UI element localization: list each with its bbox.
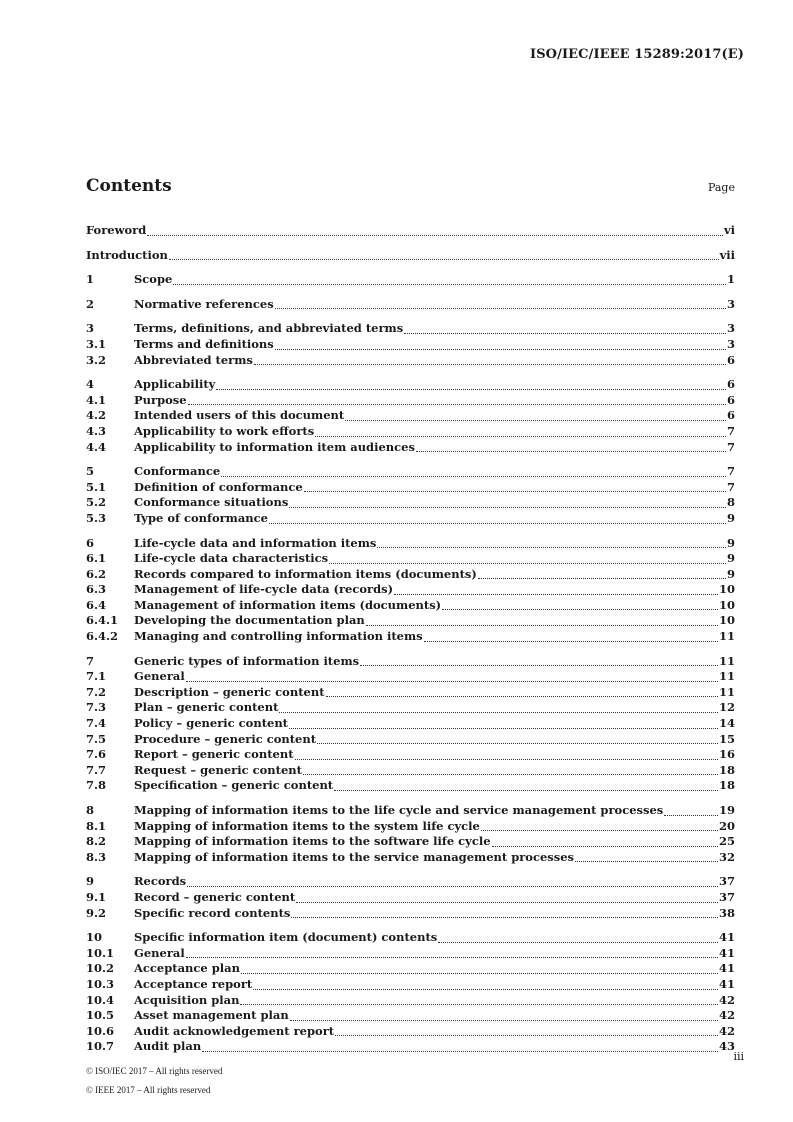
- toc-entry-page: 42: [718, 992, 735, 1007]
- toc-entry-title: Mapping of information items to the software life cycle: [134, 834, 491, 849]
- toc-entry-page: vii: [719, 247, 735, 262]
- toc-entry-title: Procedure – generic content: [134, 731, 317, 746]
- toc-entry-page: 6: [726, 352, 735, 367]
- toc-entry[interactable]: [86, 1024, 735, 1040]
- toc-entry-title: Acceptance report: [134, 976, 253, 991]
- toc-entry-number: 10: [86, 930, 103, 945]
- toc-entry-number: 10.5: [86, 1008, 115, 1023]
- toc-entry-number: 2: [86, 296, 95, 311]
- toc-entry-title: Introduction: [86, 247, 168, 262]
- dot-leader: [438, 941, 718, 943]
- toc-entry-title: Life-cycle data characteristics: [134, 551, 329, 566]
- dot-leader: [202, 1050, 718, 1052]
- toc-entry[interactable]: [86, 480, 735, 496]
- dot-leader: [404, 332, 726, 334]
- toc-entry-page: 19: [718, 803, 735, 817]
- toc-entry-number: 10.2: [86, 961, 115, 976]
- toc-entry[interactable]: [86, 377, 735, 393]
- toc-entry-number: 6.1: [86, 551, 107, 566]
- dot-leader: [275, 348, 726, 350]
- dot-leader: [289, 727, 718, 729]
- toc-entry-page: 6: [726, 408, 735, 423]
- toc-entry-page: 8: [726, 495, 735, 510]
- toc-entry[interactable]: [86, 495, 735, 511]
- dot-leader: [173, 283, 726, 285]
- toc-entry-number: 5.1: [86, 479, 107, 494]
- dot-leader: [360, 664, 718, 666]
- toc-entry-title: Management of life-cycle data (records): [134, 582, 394, 597]
- toc-entry-title: Audit plan: [134, 1039, 202, 1054]
- toc-entry-page: 7: [726, 464, 735, 479]
- toc-entry[interactable]: [86, 629, 735, 645]
- toc-entry[interactable]: [86, 654, 735, 670]
- toc-entry-title: Specific record contents: [134, 905, 291, 920]
- toc-entry-number: 8.3: [86, 849, 107, 864]
- toc-entry-page: 7: [726, 479, 735, 494]
- toc-entry-title: Terms and definitions: [134, 336, 274, 351]
- toc-entry-number: 10.1: [86, 945, 115, 960]
- contents-title: Contents: [86, 176, 172, 196]
- toc-entry[interactable]: [86, 961, 735, 977]
- toc-entry-page: 11: [718, 653, 735, 668]
- dot-leader: [345, 419, 726, 421]
- dot-leader: [424, 640, 718, 642]
- toc-entry[interactable]: [86, 763, 735, 779]
- toc-group: [86, 654, 735, 794]
- dot-leader: [241, 972, 718, 974]
- toc-entry-title: Specific information item (document) contents: [134, 930, 438, 945]
- contents-heading: [86, 176, 735, 196]
- toc-entry-page: 1: [726, 272, 735, 287]
- dot-leader: [315, 435, 726, 437]
- dot-leader: [240, 1003, 718, 1005]
- toc-entry-page: 41: [718, 961, 735, 976]
- toc-entry-page: 18: [718, 778, 735, 793]
- toc-entry-title: Records: [134, 874, 187, 889]
- dot-leader: [303, 773, 718, 775]
- toc-entry[interactable]: [86, 248, 735, 264]
- toc-group: [86, 464, 735, 526]
- toc-entry-page: 6: [726, 377, 735, 392]
- toc-group: [86, 536, 735, 645]
- toc-entry-page: 3: [726, 296, 735, 311]
- toc-entry-title: General: [134, 669, 185, 684]
- toc-entry[interactable]: [86, 223, 735, 239]
- dot-leader: [416, 450, 726, 452]
- dot-leader: [317, 742, 718, 744]
- toc-entry-title: General: [134, 945, 185, 960]
- toc-entry-page: 6: [726, 392, 735, 407]
- toc-entry-page: 11: [718, 629, 735, 644]
- dot-leader: [254, 363, 726, 365]
- toc-entry-title: Managing and controlling information items: [134, 629, 423, 644]
- dot-leader: [326, 695, 718, 697]
- toc-entry-title: Plan – generic content: [134, 700, 279, 715]
- toc-entry-title: Request – generic content: [134, 762, 302, 777]
- toc-entry[interactable]: [86, 834, 735, 850]
- toc-entry-page: 11: [718, 684, 735, 699]
- toc-entry-title: Specification – generic content: [134, 778, 334, 793]
- toc-entry[interactable]: [86, 700, 735, 716]
- toc-entry-page: 32: [718, 849, 735, 864]
- toc-entry[interactable]: [86, 272, 735, 288]
- toc-entry-page: 7: [726, 423, 735, 438]
- page-column-label: Page: [707, 181, 735, 194]
- dot-leader: [442, 608, 718, 610]
- dot-leader: [253, 988, 718, 990]
- toc-entry-page: 7: [726, 439, 735, 454]
- toc-entry[interactable]: [86, 993, 735, 1009]
- toc-entry-number: 4.4: [86, 439, 107, 454]
- toc-entry-number: 6.4: [86, 597, 107, 612]
- toc-entry-title: Records compared to information items (documents): [134, 566, 477, 581]
- toc-group: [86, 223, 735, 239]
- toc-entry-page: 42: [718, 1008, 735, 1023]
- toc-entry-number: 10.7: [86, 1039, 115, 1054]
- toc-entry-number: 7.8: [86, 778, 107, 793]
- toc-entry-page: 14: [718, 716, 735, 731]
- toc-entry[interactable]: [86, 874, 735, 890]
- toc-entry-title: Audit acknowledgement report: [134, 1023, 335, 1038]
- toc-entry-title: Mapping of information items to the service management processes: [134, 849, 575, 864]
- document-code: ISO/IEC/IEEE 15289:2017(E): [530, 47, 744, 62]
- toc-entry[interactable]: [86, 732, 735, 748]
- toc-entry-page: 37: [718, 874, 735, 889]
- toc-entry-title: Acceptance plan: [134, 961, 240, 976]
- dot-leader: [147, 234, 723, 236]
- toc-entry[interactable]: [86, 930, 735, 946]
- toc-entry-number: 5.3: [86, 510, 107, 525]
- toc-entry-number: 8: [86, 803, 95, 817]
- toc-entry-title: Report – generic content: [134, 747, 294, 762]
- toc-entry[interactable]: [86, 1008, 735, 1024]
- toc-entry[interactable]: [86, 321, 735, 337]
- dot-leader: [290, 1019, 718, 1021]
- dot-leader: [334, 789, 718, 791]
- toc-entry-page: 12: [718, 700, 735, 715]
- toc-entry-number: 4.2: [86, 408, 107, 423]
- toc-entry[interactable]: [86, 511, 735, 527]
- toc-entry-title: Record – generic content: [134, 889, 296, 904]
- toc-group: [86, 321, 735, 368]
- toc-entry-title: Conformance situations: [134, 495, 289, 510]
- toc-entry-number: 6.3: [86, 582, 107, 597]
- toc-entry-title: Developing the documentation plan: [134, 613, 365, 628]
- toc-entry-page: 11: [718, 669, 735, 684]
- toc-entry-number: 3: [86, 321, 95, 336]
- table-of-contents: [86, 223, 735, 1064]
- toc-entry-number: 6.4.1: [86, 613, 119, 628]
- toc-entry-page: 38: [718, 905, 735, 920]
- toc-entry[interactable]: [86, 408, 735, 424]
- toc-group: [86, 248, 735, 264]
- toc-entry-number: 3.1: [86, 336, 107, 351]
- toc-entry-title: Asset management plan: [134, 1008, 289, 1023]
- page-number: iii: [733, 1050, 744, 1063]
- toc-entry-title: Life-cycle data and information items: [134, 535, 377, 550]
- toc-entry-title: Mapping of information items to the system life cycle: [134, 818, 480, 833]
- toc-entry[interactable]: [86, 747, 735, 763]
- toc-entry-page: 18: [718, 762, 735, 777]
- toc-entry[interactable]: [86, 440, 735, 456]
- toc-entry[interactable]: [86, 778, 735, 794]
- dot-leader: [186, 956, 718, 958]
- dot-leader: [296, 901, 718, 903]
- dot-leader: [366, 624, 718, 626]
- toc-entry[interactable]: [86, 582, 735, 598]
- dot-leader: [329, 562, 726, 564]
- toc-entry[interactable]: [86, 946, 735, 962]
- dot-leader: [216, 388, 726, 390]
- toc-entry[interactable]: [86, 1039, 735, 1055]
- toc-entry-number: 5.2: [86, 495, 107, 510]
- toc-entry[interactable]: [86, 977, 735, 993]
- toc-entry[interactable]: [86, 819, 735, 835]
- toc-entry[interactable]: [86, 850, 735, 866]
- dot-leader: [187, 885, 718, 887]
- toc-entry-page: 37: [718, 889, 735, 904]
- dot-leader: [291, 916, 718, 918]
- toc-entry-title: Terms, definitions, and abbreviated terms: [134, 321, 404, 336]
- toc-entry-page: 25: [718, 834, 735, 849]
- toc-entry-title: Definition of conformance: [134, 479, 303, 494]
- toc-entry-title: Generic types of information items: [134, 653, 360, 668]
- toc-entry-number: 7.2: [86, 684, 107, 699]
- toc-group: [86, 803, 735, 865]
- toc-entry-number: 10.3: [86, 976, 115, 991]
- toc-entry[interactable]: [86, 393, 735, 409]
- dot-leader: [478, 577, 726, 579]
- toc-entry-page: 41: [718, 976, 735, 991]
- toc-entry-title: Normative references: [134, 296, 274, 311]
- toc-entry[interactable]: [86, 424, 735, 440]
- dot-leader: [335, 1034, 718, 1036]
- toc-entry-title: Policy – generic content: [134, 716, 288, 731]
- toc-entry-number: 6.4.2: [86, 629, 119, 644]
- toc-entry[interactable]: [86, 297, 735, 313]
- toc-entry[interactable]: [86, 337, 735, 353]
- dot-leader: [169, 258, 719, 260]
- toc-entry-page: 3: [726, 321, 735, 336]
- dot-leader: [188, 403, 726, 405]
- toc-entry-number: 8.2: [86, 834, 107, 849]
- toc-entry-page: 42: [718, 1023, 735, 1038]
- toc-entry-page: 9: [726, 510, 735, 525]
- toc-entry[interactable]: [86, 598, 735, 614]
- toc-entry-page: 9: [726, 551, 735, 566]
- toc-entry-title: Conformance: [134, 464, 221, 479]
- toc-entry-number: 10.6: [86, 1023, 115, 1038]
- dot-leader: [377, 546, 726, 548]
- toc-entry[interactable]: [86, 716, 735, 732]
- toc-entry[interactable]: [86, 669, 735, 685]
- toc-entry-number: 6: [86, 535, 95, 550]
- toc-entry-number: 7.5: [86, 731, 107, 746]
- toc-entry-title: Description – generic content: [134, 684, 325, 699]
- toc-entry-number: 9.2: [86, 905, 107, 920]
- toc-entry[interactable]: [86, 890, 735, 906]
- toc-entry-number: 9.1: [86, 889, 107, 904]
- dot-leader: [186, 680, 718, 682]
- toc-entry-number: 7: [86, 653, 95, 668]
- toc-entry-title: Type of conformance: [134, 510, 268, 525]
- toc-entry-title: Purpose: [134, 392, 187, 407]
- toc-group: [86, 297, 735, 313]
- toc-entry[interactable]: [86, 567, 735, 583]
- toc-entry-page: 41: [718, 930, 735, 945]
- toc-entry-title: Mapping of information items to the life cycle and service management processes: [134, 803, 664, 817]
- toc-entry[interactable]: [86, 685, 735, 701]
- toc-entry-number: 7.1: [86, 669, 107, 684]
- toc-entry-page: 15: [718, 731, 735, 746]
- toc-entry-page: 10: [718, 582, 735, 597]
- toc-entry-page: 9: [726, 535, 735, 550]
- toc-entry-page: vi: [723, 223, 735, 237]
- toc-group: [86, 874, 735, 921]
- toc-entry-page: 10: [718, 613, 735, 628]
- toc-entry[interactable]: [86, 803, 735, 819]
- toc-entry-page: 41: [718, 945, 735, 960]
- copyright-iso: © ISO/IEC 2017 – All rights reserved: [86, 1066, 223, 1076]
- dot-leader: [275, 307, 726, 309]
- toc-entry-title: Applicability: [134, 377, 216, 392]
- toc-entry-title: Applicability to work efforts: [134, 423, 315, 438]
- dot-leader: [575, 860, 718, 862]
- toc-group: [86, 930, 735, 1055]
- toc-entry-title: Scope: [134, 272, 173, 287]
- toc-entry-title: Management of information items (documents): [134, 597, 442, 612]
- toc-entry-page: 3: [726, 336, 735, 351]
- toc-entry-number: 4.1: [86, 392, 107, 407]
- toc-entry-number: 7.7: [86, 762, 107, 777]
- toc-entry-number: 4: [86, 377, 95, 392]
- toc-group: [86, 377, 735, 455]
- toc-entry-number: 9: [86, 874, 95, 889]
- dot-leader: [492, 845, 718, 847]
- toc-entry-page: 16: [718, 747, 735, 762]
- toc-entry-title: Applicability to information item audiences: [134, 439, 415, 454]
- dot-leader: [279, 711, 718, 713]
- dot-leader: [289, 506, 726, 508]
- toc-entry[interactable]: [86, 906, 735, 922]
- toc-entry-number: 5: [86, 464, 95, 479]
- toc-entry[interactable]: [86, 464, 735, 480]
- dot-leader: [664, 814, 718, 816]
- toc-entry-number: 7.6: [86, 747, 107, 762]
- toc-entry-page: 9: [726, 566, 735, 581]
- dot-leader: [221, 475, 726, 477]
- toc-entry-page: 10: [718, 597, 735, 612]
- toc-entry-title: Intended users of this document: [134, 408, 345, 423]
- toc-entry-title: Abbreviated terms: [134, 352, 253, 367]
- toc-entry[interactable]: [86, 536, 735, 552]
- toc-entry-page: 20: [718, 818, 735, 833]
- toc-entry[interactable]: [86, 551, 735, 567]
- toc-entry-page: 43: [718, 1039, 735, 1054]
- toc-entry-title: Acquisition plan: [134, 992, 240, 1007]
- toc-entry[interactable]: [86, 353, 735, 369]
- toc-entry-number: 7.4: [86, 716, 107, 731]
- toc-entry-number: 7.3: [86, 700, 107, 715]
- toc-entry-number: 8.1: [86, 818, 107, 833]
- dot-leader: [269, 522, 726, 524]
- toc-entry-number: 3.2: [86, 352, 107, 367]
- toc-entry-number: 1: [86, 272, 95, 287]
- toc-entry[interactable]: [86, 613, 735, 629]
- dot-leader: [295, 758, 718, 760]
- toc-entry-number: 10.4: [86, 992, 115, 1007]
- toc-entry-title: Foreword: [86, 223, 147, 237]
- dot-leader: [394, 593, 718, 595]
- copyright-ieee: © IEEE 2017 – All rights reserved: [86, 1085, 211, 1095]
- toc-entry-number: 6.2: [86, 566, 107, 581]
- dot-leader: [304, 490, 726, 492]
- toc-group: [86, 272, 735, 288]
- dot-leader: [481, 829, 718, 831]
- toc-entry-number: 4.3: [86, 423, 107, 438]
